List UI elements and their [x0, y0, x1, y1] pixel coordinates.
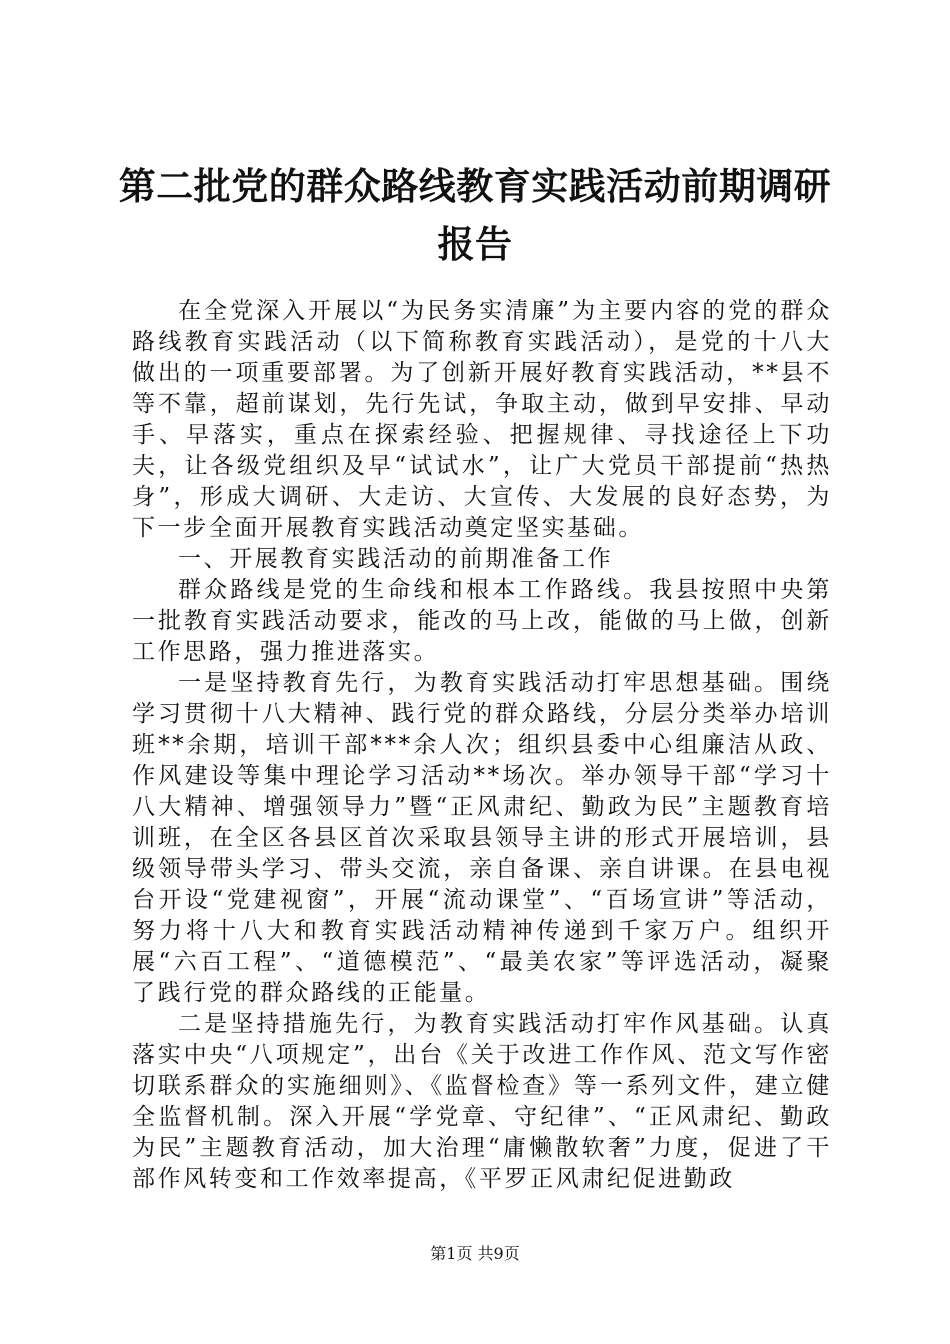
document-body: [132, 296, 832, 1195]
section-heading-1: 一、开展教育实践活动的前期准备工作: [178, 546, 614, 572]
paragraph-education-first: 一是坚持教育先行，为教育实践活动打牢思想基础。围绕学习贯彻十八大精神、践行党的群众路线，分层分类举办培训班**余期，培训干部***余人次；组织县委中心组廉洁从政、作风建设等集中理论学习活动**场次。举办领导干部“学习十八大精神、增强领导力”暨“正风肃纪、勤政为民”主题教育培训班，在全区各县区首次采取县领导主讲的形式开展培训，县级领导带头学习、带头交流，亲自备课、亲自讲课。在县电视台开设“党建视窗”，开展“流动课堂”、“百场宣讲”等活动，努力将十八大和教育实践活动精神传递到千家万户。组织开展“六百工程”、“道德模范”、“最美农家”等评选活动，凝聚了践行党的群众路线的正能量。: [132, 670, 832, 1006]
paragraph-mass-line: 群众路线是党的生命线和根本工作路线。我县按照中央第一批教育实践活动要求，能改的马上改，能做的马上做，创新工作思路，强力推进落实。: [132, 577, 832, 665]
paragraph-intro: 在全党深入开展以“为民务实清廉”为主要内容的党的群众路线教育实践活动（以下简称教育实践活动），是党的十八大做出的一项重要部署。为了创新开展好教育实践活动，**县不等不靠，超前谋划，先行先试，争取主动，做到早安排、早动手、早落实，重点在探索经验、把握规律、寻找途径上下功夫，让各级党组织及早“试试水”，让广大党员干部提前“热热身”，形成大调研、大走访、大宣传、大发展的良好态势，为下一步全面开展教育实践活动奠定坚实基础。: [132, 298, 832, 541]
document-title: 第二批党的群众路线教育实践活动前期调研报告: [118, 165, 832, 266]
paragraph-measures-first: 二是坚持措施先行，为教育实践活动打牢作风基础。认真落实中央“八项规定”，出台《关于改进工作作风、范文写作密切联系群众的实施细则》、《监督检查》等一系列文件，建立健全监督机制。深入开展“学党章、守纪律”、“正风肃纪、勤政为民”主题教育活动，加大治理“庸懒散软奢”力度，促进了干部作风转变和工作效率提高，《平罗正风肃纪促进勤政: [132, 1011, 832, 1192]
page-number-footer: 第1页 共9页: [430, 1244, 520, 1263]
